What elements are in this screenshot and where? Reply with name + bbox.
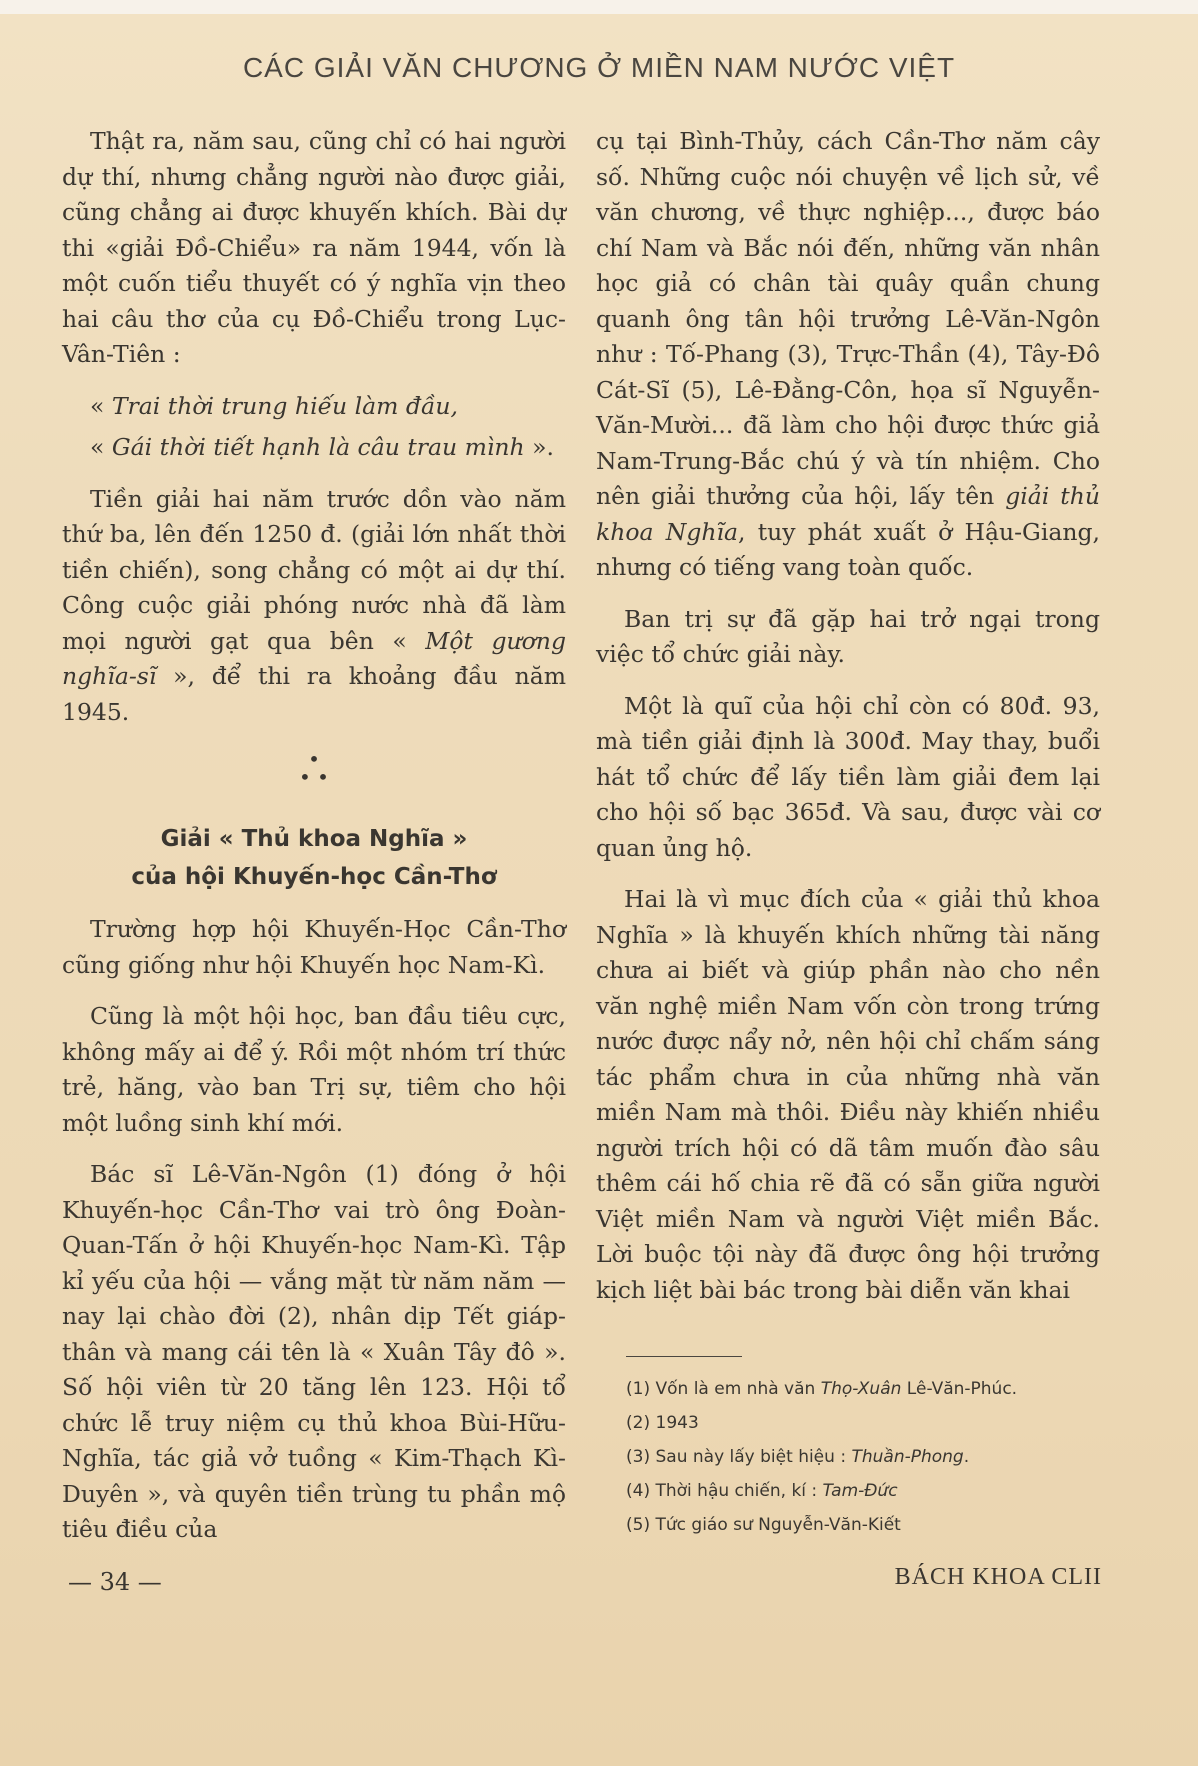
footnote-emphasis: Thọ-Xuân xyxy=(820,1379,902,1399)
paragraph: Thật ra, năm sau, cũng chỉ có hai người dự thí, nhưng chẳng người nào được giải, cũng chẳng ai được khuyến khích. Bài dự thi «giải Đồ-Chiểu» ra năm 1944, vốn là một cuốn tiểu thuyết có ý nghĩa vịn theo hai câu thơ của cụ Đồ-Chiểu trong Lục-Vân-Tiên : xyxy=(62,127,566,368)
footnote-number: (1) xyxy=(626,1379,651,1399)
verse-text: Trai thời trung hiếu làm đầu, xyxy=(111,391,458,420)
footnote xyxy=(626,1508,1096,1542)
paragraph: Bác sĩ Lê-Văn-Ngôn (1) đóng ở hội Khuyến-học Cần-Thơ vai trò ông Đoàn-Quan-Tấn ở hội Khuyến-học Nam-Kì. Tập kỉ yếu của hội — vắng mặt từ năm năm — nay lại chào đời (2), nhân dịp Tết giáp-thân và mang cái tên là « Xuân Tây đô ». Số hội viên từ 20 tăng lên 123. Hội tổ chức lễ truy niệm cụ thủ khoa Bùi-Hữu-Nghĩa, tác giả vở tuồng « Kim-Thạch Kì-Duyên », và quyên tiền trùng tu phần mộ tiêu điều của xyxy=(62,1160,566,1543)
footnote xyxy=(626,1372,1096,1406)
section-title xyxy=(62,820,566,896)
paragraph: Một là quĩ của hội chỉ còn có 80đ. 93, mà tiền giải định là 300đ. May thay, buổi hát tổ chức để lấy tiền làm giải đem lại cho hội số bạc 365đ. Và sau, được vài cơ quan ủng hộ. xyxy=(596,691,1100,862)
paragraph xyxy=(596,124,1100,586)
footnote-emphasis: Thuần-Phong xyxy=(851,1447,964,1467)
verse-text: Gái thời tiết hạnh là câu trau mình xyxy=(111,433,525,461)
verse-line xyxy=(62,430,566,466)
section-title-line: Giải « Thủ khoa Nghĩa » xyxy=(160,826,468,852)
open-quote: « xyxy=(90,433,112,461)
right-column xyxy=(596,124,1100,1324)
page-number: — 34 — xyxy=(68,1568,162,1596)
footnote xyxy=(626,1474,1096,1508)
left-column xyxy=(62,124,566,1564)
page-top-edge xyxy=(0,0,1198,14)
emphasis-text: Một gương nghĩa-sĩ xyxy=(62,626,566,690)
paragraph: Ban trị sự đã gặp hai trở ngại trong việc tổ chức giải này. xyxy=(596,604,1100,668)
footnote-text: . xyxy=(963,1447,970,1467)
emphasis-text: giải thủ khoa Nghĩa xyxy=(596,482,1100,546)
open-quote: « xyxy=(90,391,112,420)
footnote xyxy=(626,1440,1096,1474)
paragraph xyxy=(62,482,566,731)
issue-label: BÁCH KHOA CLII xyxy=(894,1564,1102,1590)
running-title: CÁC GIẢI VĂN CHƯƠNG Ở MIỀN NAM NƯỚC VIỆT xyxy=(242,52,956,83)
paragraph-text: , tuy phát xuất ở Hậu-Giang, nhưng có tiếng vang toàn quốc. xyxy=(596,517,1100,581)
paragraph-text: Tiền giải hai năm trước dồn vào năm thứ ba, lên đến 1250 đ. (giải lớn nhất thời tiền chiến), song chẳng có một ai dự thí. Công cuộc giải phóng nước nhà đã làm mọi người gạt qua bên « xyxy=(62,484,566,655)
footnote-text: Tức giáo sư Nguyễn-Văn-Kiết xyxy=(650,1515,901,1535)
section-title-line: của hội Khuyến-học Cần-Thơ xyxy=(131,864,497,890)
footnote-emphasis: Tam-Đức xyxy=(822,1481,898,1501)
section-divider: • • • xyxy=(299,747,329,789)
paragraph: Cũng là một hội học, ban đầu tiêu cực, không mấy ai để ý. Rồi một nhóm trí thức trẻ, hăng, vào ban Trị sự, tiêm cho hội một luồng sinh khí mới. xyxy=(62,1002,566,1137)
footnote-text: Sau này lấy biệt hiệu : xyxy=(650,1447,852,1467)
paragraph: Trường hợp hội Khuyến-Học Cần-Thơ cũng giống như hội Khuyến học Nam-Kì. xyxy=(62,915,566,979)
footnote-number: (5) xyxy=(626,1515,651,1535)
footnote-number: (2) xyxy=(626,1413,651,1433)
paragraph: Hai là vì mục đích của « giải thủ khoa Nghĩa » là khuyến khích những tài năng chưa ai biết và giúp phần nào cho nền văn nghệ miền Nam vốn còn trong trứng nước được nẩy nở, nên hội chỉ chấm sáng tác phẩm chưa in của những nhà văn miền Nam mà thôi. Điều này khiến nhiều người trích hội có dã tâm muốn đào sâu thêm cái hố chia rẽ đã có sẵn giữa người Việt miền Nam và người Việt miền Bắc. Lời buộc tội này đã được ông hội trưởng kịch liệt bài bác trong bài diễn văn khai xyxy=(596,885,1100,1304)
footnote xyxy=(626,1406,1096,1440)
footnote-number: (3) xyxy=(626,1447,651,1467)
footnote-text: Thời hậu chiến, kí : xyxy=(650,1481,823,1501)
paragraph-text: cụ tại Bình-Thủy, cách Cần-Thơ năm cây số. Những cuộc nói chuyện về lịch sử, về văn chương, về thực nghiệp..., được báo chí Nam và Bắc nói đến, những văn nhân học giả có chân tài quây quần chung quanh ông tân hội trưởng Lê-Văn-Ngôn như : Tố-Phang (3), Trực-Thần (4), Tây-Đô Cát-Sĩ (5), Lê-Đằng-Côn, họa sĩ Nguyễn-Văn-Mười... đã làm cho hội được thức giả Nam-Trung-Bắc chú ý và tín nhiệm. Cho nên giải thưởng của hội, lấy tên xyxy=(596,127,1100,510)
footnote-text: 1943 xyxy=(650,1413,699,1433)
footnote-rule xyxy=(626,1356,742,1357)
footnote-text: Lê-Văn-Phúc. xyxy=(901,1379,1018,1399)
paragraph-text: », để thi ra khoảng đầu năm 1945. xyxy=(62,662,566,726)
footnotes xyxy=(626,1372,1096,1542)
footnote-number: (4) xyxy=(626,1481,651,1501)
footnote-text: Vốn là em nhà văn xyxy=(650,1379,821,1399)
verse-line xyxy=(62,389,566,425)
close-quote: ». xyxy=(524,433,555,461)
